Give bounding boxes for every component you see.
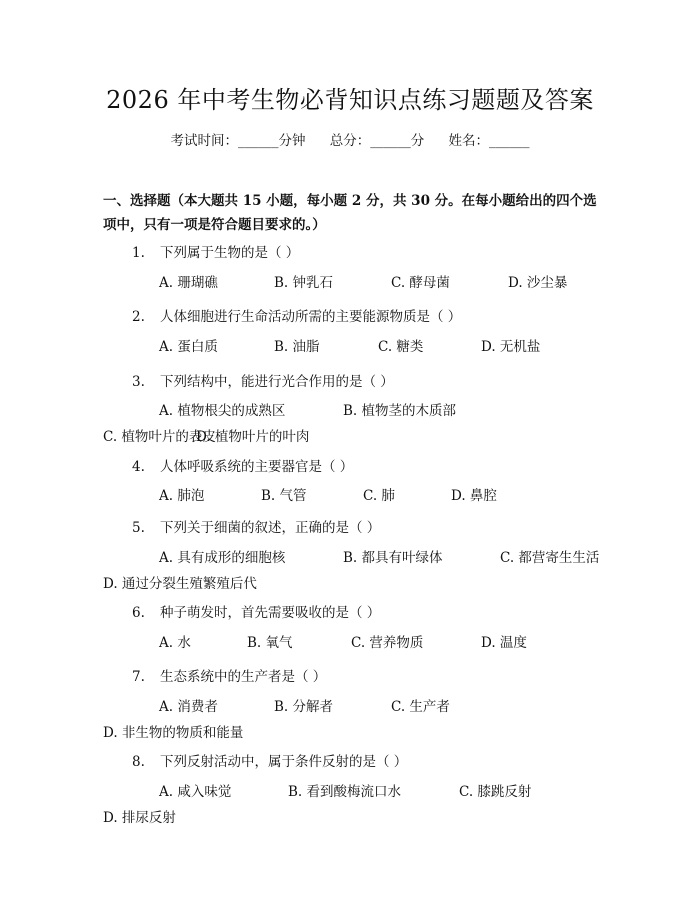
question-options xyxy=(103,694,603,746)
option-c: C. 生产者 xyxy=(391,699,450,715)
question-number: 5. xyxy=(132,520,145,536)
question-options xyxy=(103,630,603,656)
question-stem xyxy=(132,518,380,538)
option-b: B. 植物茎的木质部 xyxy=(343,403,457,419)
option-a: A. 消费者 xyxy=(159,699,218,715)
option-a: A. 水 xyxy=(159,635,191,651)
question-options xyxy=(103,483,603,509)
section-heading: 一、选择题（本大题共 15 小题，每小题 2 分，共 30 分。在每小题给出的四个选项中，只有一项是符合题目要求的。） xyxy=(103,193,597,233)
question-number: 6. xyxy=(132,605,145,621)
question-stem xyxy=(132,307,461,327)
option-d: D. 温度 xyxy=(481,635,527,651)
question-stem xyxy=(132,603,380,623)
option-c: C. 植物叶片的表皮 xyxy=(103,429,216,445)
option-d: D. 非生物的物质和能量 xyxy=(103,725,244,741)
option-c: C. 糖类 xyxy=(378,339,424,355)
question-text: 生态系统中的生产者是（ ） xyxy=(160,669,327,685)
option-a: A. 蛋白质 xyxy=(159,339,218,355)
question-text: 人体细胞进行生命活动所需的主要能源物质是（ ） xyxy=(160,309,462,325)
question-number: 3. xyxy=(132,374,145,390)
option-d: D. 通过分裂生殖繁殖后代 xyxy=(103,576,257,592)
option-b: B. 钟乳石 xyxy=(274,275,334,291)
option-b: B. 都具有叶绿体 xyxy=(343,550,443,566)
exam-time: 考试时间：______分钟 xyxy=(170,133,306,149)
option-b: B. 气管 xyxy=(261,488,307,504)
question-text: 下列关于细菌的叙述，正确的是（ ） xyxy=(160,520,381,536)
option-b: B. 分解者 xyxy=(274,699,334,715)
question-number: 8. xyxy=(132,754,145,770)
option-a: A. 具有成形的细胞核 xyxy=(159,550,286,566)
exam-score: 总分：______分 xyxy=(329,133,425,149)
option-c: C. 营养物质 xyxy=(351,635,424,651)
question-options xyxy=(103,545,603,597)
question-stem xyxy=(132,457,353,477)
question-stem xyxy=(132,243,299,263)
question-text: 下列属于生物的是（ ） xyxy=(160,245,300,261)
question-number: 4. xyxy=(132,459,145,475)
option-b: B. 氧气 xyxy=(247,635,293,651)
option-c: C. 都营寄生生活 xyxy=(500,550,600,566)
question-text: 下列结构中，能进行光合作用的是（ ） xyxy=(160,374,394,390)
document-title: 2026 年中考生物必背知识点练习题题及答案 xyxy=(106,86,594,114)
option-d: D. 无机盐 xyxy=(481,339,541,355)
question-options xyxy=(103,334,603,360)
option-d: D. 排尿反射 xyxy=(103,810,176,826)
question-options xyxy=(103,270,603,296)
question-text: 种子萌发时，首先需要吸收的是（ ） xyxy=(160,605,381,621)
question-options xyxy=(103,398,603,450)
option-a: A. 珊瑚礁 xyxy=(159,275,218,291)
option-a: A. 肺泡 xyxy=(159,488,205,504)
question-stem xyxy=(132,372,394,392)
option-d: D. 鼻腔 xyxy=(451,488,497,504)
option-a: A. 咸入味觉 xyxy=(159,784,232,800)
exam-info xyxy=(0,131,700,151)
question-number: 2. xyxy=(132,309,145,325)
option-d: D. 沙尘暴 xyxy=(508,275,568,291)
question-options xyxy=(103,779,603,831)
option-c: C. 酵母菌 xyxy=(391,275,450,291)
question-text: 下列反射活动中，属于条件反射的是（ ） xyxy=(160,754,408,770)
option-b: B. 油脂 xyxy=(274,339,320,355)
question-text: 人体呼吸系统的主要器官是（ ） xyxy=(160,459,354,475)
question-stem xyxy=(132,752,407,772)
option-c: C. 膝跳反射 xyxy=(459,784,532,800)
option-c: C. 肺 xyxy=(363,488,395,504)
question-number: 7. xyxy=(132,669,145,685)
option-a: A. 植物根尖的成熟区 xyxy=(159,403,286,419)
option-b: B. 看到酸梅流口水 xyxy=(288,784,402,800)
question-stem xyxy=(132,667,326,687)
question-number: 1. xyxy=(132,245,145,261)
exam-name: 姓名：______ xyxy=(448,133,530,149)
option-d: D. 植物叶片的叶肉 xyxy=(196,429,310,445)
